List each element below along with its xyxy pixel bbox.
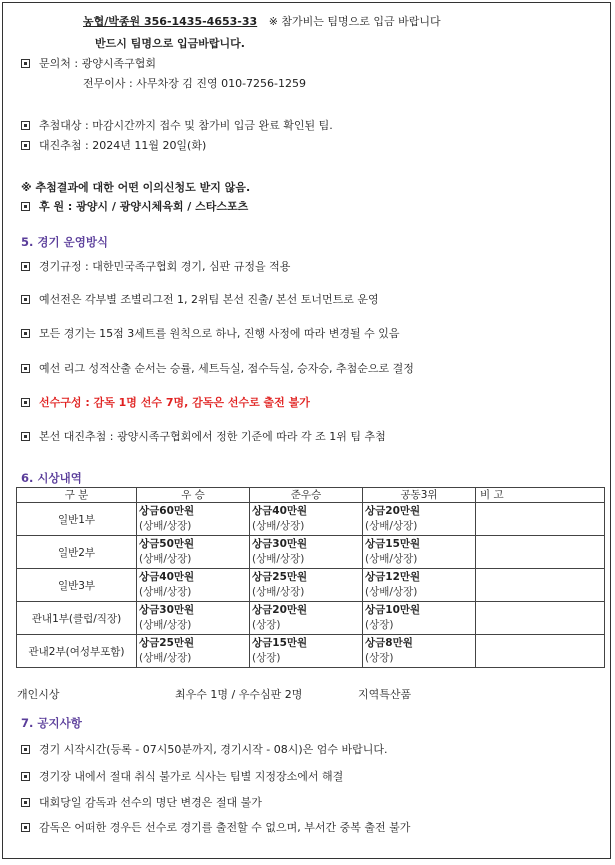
remarks-cell xyxy=(476,503,605,536)
sponsor-text: 후 원 : 광양시 / 광양시체육회 / 스타스포츠 xyxy=(39,200,249,213)
individual-award-list: 최우수 1명 / 우수심판 2명 xyxy=(175,688,303,701)
prize-amount: 상금30만원 xyxy=(252,538,308,550)
bullet-icon xyxy=(21,798,30,807)
prize-award: (상장) xyxy=(252,619,281,631)
bullet-icon xyxy=(21,329,30,338)
remarks-cell xyxy=(476,536,605,569)
notice-item-text: 감독은 어떠한 경우든 선수로 경기를 출전할 수 없으며, 부서간 중복 출전 불가 xyxy=(39,821,411,834)
notice-item xyxy=(21,770,343,784)
third-prize-cell xyxy=(363,635,476,668)
notice-item xyxy=(21,821,410,835)
prize-award: (상장) xyxy=(365,652,394,664)
team-name-note: 반드시 팀명으로 입금바랍니다. xyxy=(95,37,245,50)
prize-award: (상배/상장) xyxy=(139,553,192,565)
draw-date-text: 대진추첨 : 2024년 11월 20일(화) xyxy=(39,139,207,152)
inquiry-contact: 전무이사 : 사무차장 김 진영 010-7256-1259 xyxy=(83,77,306,90)
no-objection-note: ※ 추첨결과에 대한 어떤 이의신청도 받지 않음. xyxy=(21,181,251,194)
section5-item-text: 예선 리그 성적산출 순서는 승률, 세트득실, 점수득실, 승자승, 추첨순으로 결정 xyxy=(39,362,414,375)
section5-item xyxy=(21,327,399,341)
bullet-icon xyxy=(21,772,30,781)
third-prize-cell xyxy=(363,602,476,635)
prize-award: (상장) xyxy=(252,652,281,664)
header-second: 준우승 xyxy=(250,488,363,503)
remarks-cell xyxy=(476,635,605,668)
bullet-icon xyxy=(21,364,30,373)
bullet-icon xyxy=(21,262,30,271)
prize-award: (상배/상장) xyxy=(139,520,192,532)
prize-amount: 상금50만원 xyxy=(139,538,195,550)
first-prize-cell xyxy=(137,635,250,668)
inquiry-text: 문의처 : 광양시족구협회 xyxy=(39,57,156,70)
header-remarks: 비 고 xyxy=(476,488,605,503)
prize-amount: 상금15만원 xyxy=(365,538,421,550)
prize-amount: 상금30만원 xyxy=(139,604,195,616)
section5-item xyxy=(21,260,290,274)
prize-amount: 상금15만원 xyxy=(252,637,308,649)
second-prize-cell xyxy=(250,569,363,602)
second-prize-cell xyxy=(250,635,363,668)
bullet-icon xyxy=(21,295,30,304)
prize-amount: 상금40만원 xyxy=(139,571,195,583)
table-row xyxy=(17,602,605,635)
second-prize-cell xyxy=(250,536,363,569)
bullet-icon xyxy=(21,432,30,441)
bullet-icon xyxy=(21,398,30,407)
section5-item xyxy=(21,293,379,307)
bullet-icon xyxy=(21,59,30,68)
bullet-icon xyxy=(21,823,30,832)
header-first: 우 승 xyxy=(137,488,250,503)
table-row xyxy=(17,503,605,536)
section5-item xyxy=(21,396,310,410)
bullet-icon xyxy=(21,202,30,211)
prize-award: (상배/상장) xyxy=(365,553,418,565)
prize-award: (상배/상장) xyxy=(252,586,305,598)
bank-line xyxy=(83,15,441,29)
second-prize-cell xyxy=(250,602,363,635)
table-row xyxy=(17,536,605,569)
prize-award: (상배/상장) xyxy=(139,652,192,664)
prize-award: (상배/상장) xyxy=(139,586,192,598)
row-category: 일반1부 xyxy=(17,503,137,536)
inquiry-line xyxy=(21,57,156,71)
prize-award: (상장) xyxy=(365,619,394,631)
prize-amount: 상금8만원 xyxy=(365,637,413,649)
second-prize-cell xyxy=(250,503,363,536)
individual-award-prize: 지역특산품 xyxy=(358,688,412,701)
first-prize-cell xyxy=(137,602,250,635)
bullet-icon xyxy=(21,141,30,150)
third-prize-cell xyxy=(363,503,476,536)
row-category: 일반2부 xyxy=(17,536,137,569)
section7-title: 7. 공지사항 xyxy=(21,716,82,730)
bank-account: 농협/박종원 356-1435-4653-33 xyxy=(83,15,258,28)
section5-item xyxy=(21,430,386,444)
header-third: 공동3위 xyxy=(363,488,476,503)
individual-award-label: 개인시상 xyxy=(17,688,60,701)
remarks-cell xyxy=(476,602,605,635)
prize-amount: 상금25만원 xyxy=(139,637,195,649)
bullet-icon xyxy=(21,745,30,754)
first-prize-cell xyxy=(137,536,250,569)
notice-item-text: 경기 시작시간(등록 - 07시50분까지, 경기시작 - 08시)은 엄수 바랍니다. xyxy=(39,743,388,756)
roster-rule-text: 선수구성 : 감독 1명 선수 7명, 감독은 선수로 출전 불가 xyxy=(39,396,310,409)
prize-amount: 상금25만원 xyxy=(252,571,308,583)
prize-amount: 상금20만원 xyxy=(252,604,308,616)
notice-item xyxy=(21,796,262,810)
first-prize-cell xyxy=(137,503,250,536)
notice-item-text: 대회당일 감독과 선수의 명단 변경은 절대 불가 xyxy=(39,796,262,809)
sponsor-line xyxy=(21,200,248,214)
prize-award: (상배/상장) xyxy=(252,520,305,532)
prize-amount: 상금40만원 xyxy=(252,505,308,517)
draw-date-line xyxy=(21,139,206,153)
prize-amount: 상금60만원 xyxy=(139,505,195,517)
bank-note: ※ 참가비는 팀명으로 입금 바랍니다 xyxy=(268,15,441,28)
prize-table-header xyxy=(17,488,605,503)
header-category: 구 분 xyxy=(17,488,137,503)
section5-item-text: 본선 대진추첨 : 광양시족구협회에서 정한 기준에 따라 각 조 1위 팀 추첨 xyxy=(39,430,386,443)
document-page xyxy=(2,2,611,859)
row-category: 관내2부(여성부포함) xyxy=(17,635,137,668)
third-prize-cell xyxy=(363,536,476,569)
section5-title: 5. 경기 운영방식 xyxy=(21,235,109,249)
remarks-cell xyxy=(476,569,605,602)
prize-award: (상배/상장) xyxy=(365,520,418,532)
row-category: 일반3부 xyxy=(17,569,137,602)
prize-award: (상배/상장) xyxy=(139,619,192,631)
draw-target-line xyxy=(21,119,333,133)
prize-amount: 상금20만원 xyxy=(365,505,421,517)
first-prize-cell xyxy=(137,569,250,602)
section5-item-text: 모든 경기는 15점 3세트를 원칙으로 하나, 진행 사정에 따라 변경될 수 있음 xyxy=(39,327,400,340)
notice-item-text: 경기장 내에서 절대 취식 불가로 식사는 팀별 지정장소에서 해결 xyxy=(39,770,344,783)
table-row xyxy=(17,635,605,668)
section6-title: 6. 시상내역 xyxy=(21,471,82,485)
notice-item xyxy=(21,743,388,757)
section5-item-text: 경기규정 : 대한민국족구협회 경기, 심판 규정을 적용 xyxy=(39,260,291,273)
prize-award: (상배/상장) xyxy=(252,553,305,565)
bullet-icon xyxy=(21,121,30,130)
prize-amount: 상금10만원 xyxy=(365,604,421,616)
prize-table xyxy=(16,487,605,668)
prize-award: (상배/상장) xyxy=(365,586,418,598)
row-category: 관내1부(클럽/직장) xyxy=(17,602,137,635)
section5-item-text: 예선전은 각부별 조별리그전 1, 2위팀 본선 진출/ 본선 토너먼트로 운영 xyxy=(39,293,379,306)
section5-item xyxy=(21,362,414,376)
third-prize-cell xyxy=(363,569,476,602)
table-row xyxy=(17,569,605,602)
draw-target-text: 추첨대상 : 마감시간까지 접수 및 참가비 입금 완료 확인된 팀. xyxy=(39,119,333,132)
prize-amount: 상금12만원 xyxy=(365,571,421,583)
